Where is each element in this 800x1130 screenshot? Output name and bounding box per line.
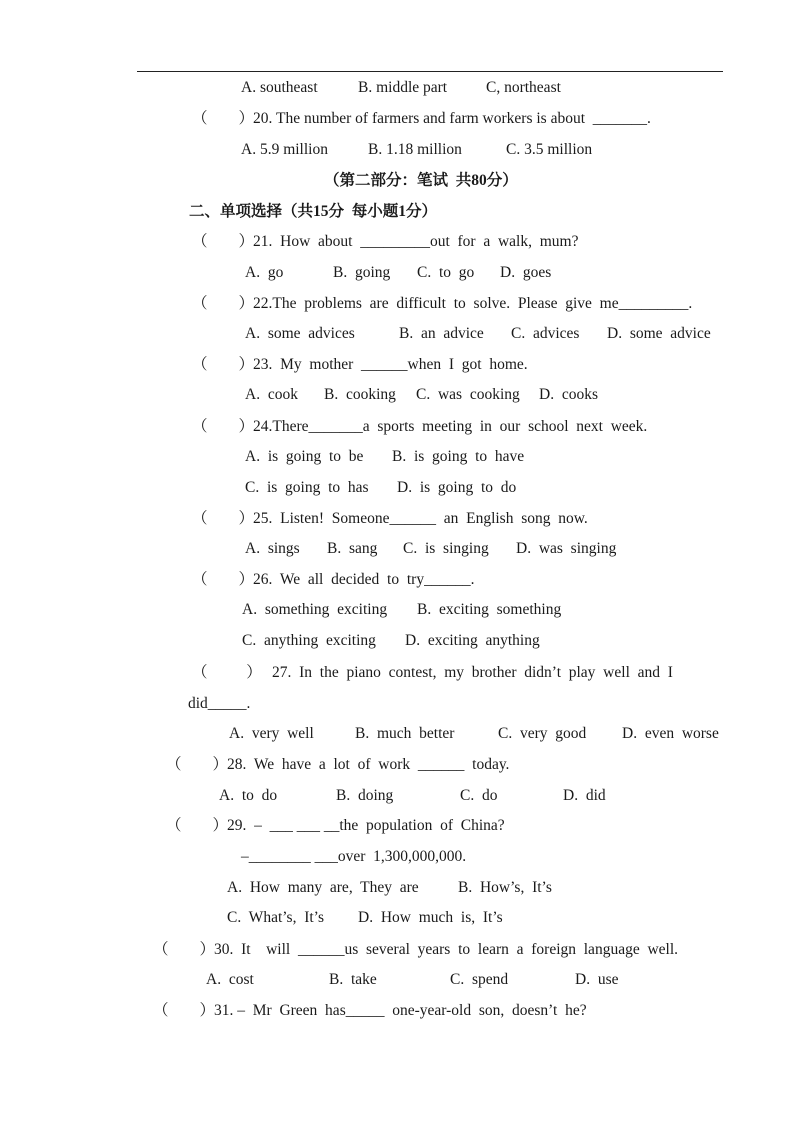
- q28-option-b: B. doing: [336, 787, 394, 804]
- q27-answer-paren[interactable]: （ ）: [192, 664, 262, 681]
- q22-question: 22.The problems are difficult to solve. Please give me_________.: [253, 295, 693, 312]
- q22-option-c: C. advices: [511, 325, 580, 342]
- q24-option-b: B. is going to have: [392, 448, 525, 465]
- q27-option-c: C. very good: [498, 725, 587, 742]
- q26-option-a: A. something exciting: [242, 601, 388, 618]
- q29-answer-paren[interactable]: （ ）: [166, 817, 229, 834]
- q26-option-c: C. anything exciting: [242, 632, 376, 649]
- q22-option-b: B. an advice: [399, 325, 484, 342]
- header-option-b: B. middle part: [358, 79, 448, 96]
- q21-option-b: B. going: [333, 264, 391, 281]
- q30-answer-paren[interactable]: （ ）: [153, 941, 216, 958]
- q30-option-d: D. use: [575, 971, 619, 988]
- q30-option-b: B. take: [329, 971, 377, 988]
- q30-option-c: C. spend: [450, 971, 509, 988]
- q21-question: 21. How about _________out for a walk, mum?: [253, 233, 579, 250]
- q23-answer-paren[interactable]: （ ）: [192, 356, 255, 373]
- q22-option-a: A. some advices: [245, 325, 355, 342]
- q26-question: 26. We all decided to try______.: [253, 571, 475, 588]
- q26-answer-paren[interactable]: （ ）: [192, 571, 255, 588]
- q29-option-a: A. How many are, They are: [227, 879, 419, 896]
- q20-option-c: C. 3.5 million: [506, 141, 593, 158]
- q28-question: 28. We have a lot of work ______ today.: [227, 756, 510, 773]
- q30-option-a: A. cost: [206, 971, 254, 988]
- q20-answer-paren[interactable]: （ ）: [192, 110, 255, 127]
- q24-answer-paren[interactable]: （ ）: [192, 418, 255, 435]
- q23-question: 23. My mother ______when I got home.: [253, 356, 528, 373]
- header-rule: [137, 71, 723, 72]
- q22-option-d: D. some advice: [607, 325, 711, 342]
- q22-answer-paren[interactable]: （ ）: [192, 295, 255, 312]
- q23-option-b: B. cooking: [324, 386, 396, 403]
- header-option-a: A. southeast: [241, 79, 318, 96]
- part-two-title: （第二部分：笔试 共80分）: [324, 172, 518, 189]
- q25-option-c: C. is singing: [403, 540, 489, 557]
- q20-option-b: B. 1.18 million: [368, 141, 462, 158]
- q25-option-a: A. sings: [245, 540, 300, 557]
- q23-option-a: A. cook: [245, 386, 298, 403]
- q25-answer-paren[interactable]: （ ）: [192, 510, 255, 527]
- q27-question-line2: did_____.: [188, 695, 251, 712]
- q23-option-c: C. was cooking: [416, 386, 520, 403]
- q25-option-b: B. sang: [327, 540, 378, 557]
- header-option-c: C, northeast: [486, 79, 561, 96]
- q29-option-c: C. What’s, It’s: [227, 909, 325, 926]
- q23-option-d: D. cooks: [539, 386, 598, 403]
- q27-question-line1: 27. In the piano contest, my brother didn’t play well and I: [272, 664, 673, 681]
- q29-question: 29. – ___ ___ __the population of China?: [227, 817, 505, 834]
- q28-option-c: C. do: [460, 787, 498, 804]
- q21-answer-paren[interactable]: （ ）: [192, 233, 255, 250]
- q21-option-d: D. goes: [500, 264, 552, 281]
- q29-option-d: D. How much is, It’s: [358, 909, 503, 926]
- q28-option-a: A. to do: [219, 787, 278, 804]
- q31-answer-paren[interactable]: （ ）: [153, 1002, 216, 1019]
- q27-option-a: A. very well: [229, 725, 314, 742]
- section-two-title: 二、单项选择（共15分 每小题1分）: [189, 203, 438, 220]
- q24-option-a: A. is going to be: [245, 448, 364, 465]
- q27-option-b: B. much better: [355, 725, 455, 742]
- q27-option-d: D. even worse: [622, 725, 719, 742]
- q20-question: 20. The number of farmers and farm workers is about _______.: [253, 110, 651, 127]
- q29-answer-line: –________ ___over 1,300,000,000.: [241, 848, 467, 865]
- q24-option-d: D. is going to do: [397, 479, 517, 496]
- q20-option-a: A. 5.9 million: [241, 141, 328, 158]
- q29-option-b: B. How’s, It’s: [458, 879, 552, 896]
- q28-option-d: D. did: [563, 787, 606, 804]
- q25-question: 25. Listen! Someone______ an English song now.: [253, 510, 588, 527]
- q30-question: 30. It will ______us several years to learn a foreign language well.: [214, 941, 679, 958]
- q26-option-d: D. exciting anything: [405, 632, 540, 649]
- q31-question: 31. – Mr Green has_____ one-year-old son, doesn’t he?: [214, 1002, 587, 1019]
- q21-option-c: C. to go: [417, 264, 475, 281]
- q28-answer-paren[interactable]: （ ）: [166, 756, 229, 773]
- q24-question: 24.There_______a sports meeting in our school next week.: [253, 418, 648, 435]
- q26-option-b: B. exciting something: [417, 601, 562, 618]
- q25-option-d: D. was singing: [516, 540, 617, 557]
- q21-option-a: A. go: [245, 264, 284, 281]
- q24-option-c: C. is going to has: [245, 479, 369, 496]
